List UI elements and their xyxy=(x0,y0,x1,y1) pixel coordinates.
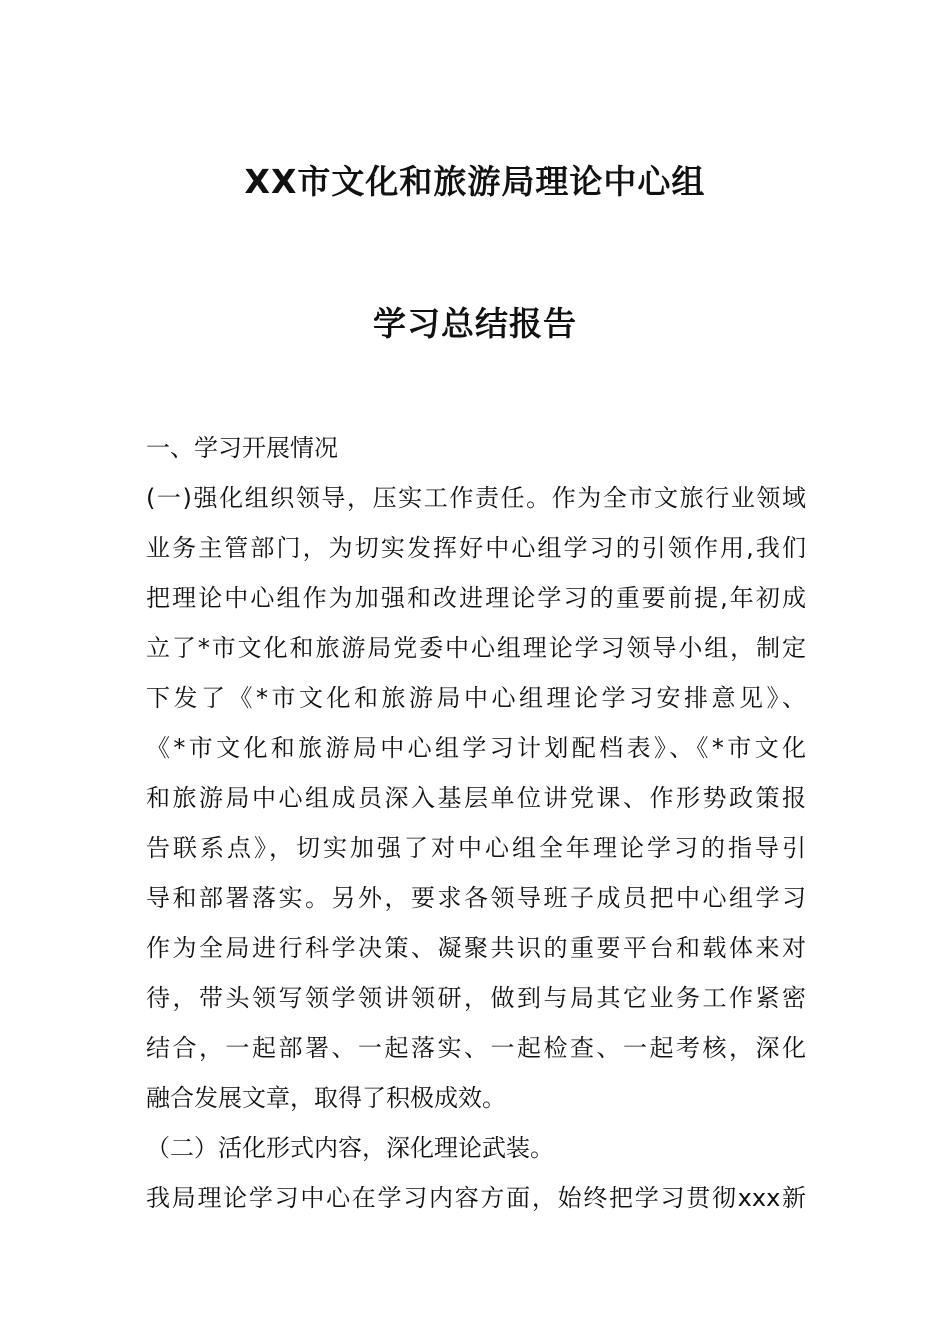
paragraph-line: 结合，一起部署、一起落实、一起检查、一起考核，深化 xyxy=(146,1034,806,1062)
paragraph-line: 导和部署落实。另外，要求各领导班子成员把中心组学习 xyxy=(146,884,806,912)
document-title-line-2: 学习总结报告 xyxy=(373,304,577,343)
document-body xyxy=(146,430,806,1230)
paragraph-line: 和旅游局中心组成员深入基层单位讲党课、作形势政策报 xyxy=(146,784,806,812)
paragraph-line: 立了*市文化和旅游局党委中心组理论学习领导小组，制定 xyxy=(146,634,806,662)
document-title-line-1: XX市文化和旅游局理论中心组 xyxy=(244,162,706,201)
subsection-heading: （二）活化形式内容，深化理论武装。 xyxy=(146,1134,554,1162)
paragraph-line: (一)强化组织领导，压实工作责任。作为全市文旅行业领域 xyxy=(146,484,806,512)
paragraph-line: 融合发展文章，取得了积极成效。 xyxy=(146,1084,506,1112)
paragraph-line: 待，带头领写领学领讲领研，做到与局其它业务工作紧密 xyxy=(146,984,806,1012)
paragraph-line: 作为全局进行科学决策、凝聚共识的重要平台和载体来对 xyxy=(146,934,806,962)
paragraph-line: 下发了《*市文化和旅游局中心组理论学习安排意见》、 xyxy=(146,684,806,712)
paragraph-line: 把理论中心组作为加强和改进理论学习的重要前提,年初成 xyxy=(146,584,806,612)
paragraph-line: 告联系点》，切实加强了对中心组全年理论学习的指导引 xyxy=(146,834,806,862)
paragraph-line: 《*市文化和旅游局中心组学习计划配档表》、《*市文化 xyxy=(146,734,806,762)
paragraph-line: 业务主管部门，为切实发挥好中心组学习的引领作用,我们 xyxy=(146,534,806,562)
paragraph-line: 我局理论学习中心在学习内容方面，始终把学习贯彻xxx新 xyxy=(146,1184,806,1212)
section-heading: 一、学习开展情况 xyxy=(146,434,338,462)
